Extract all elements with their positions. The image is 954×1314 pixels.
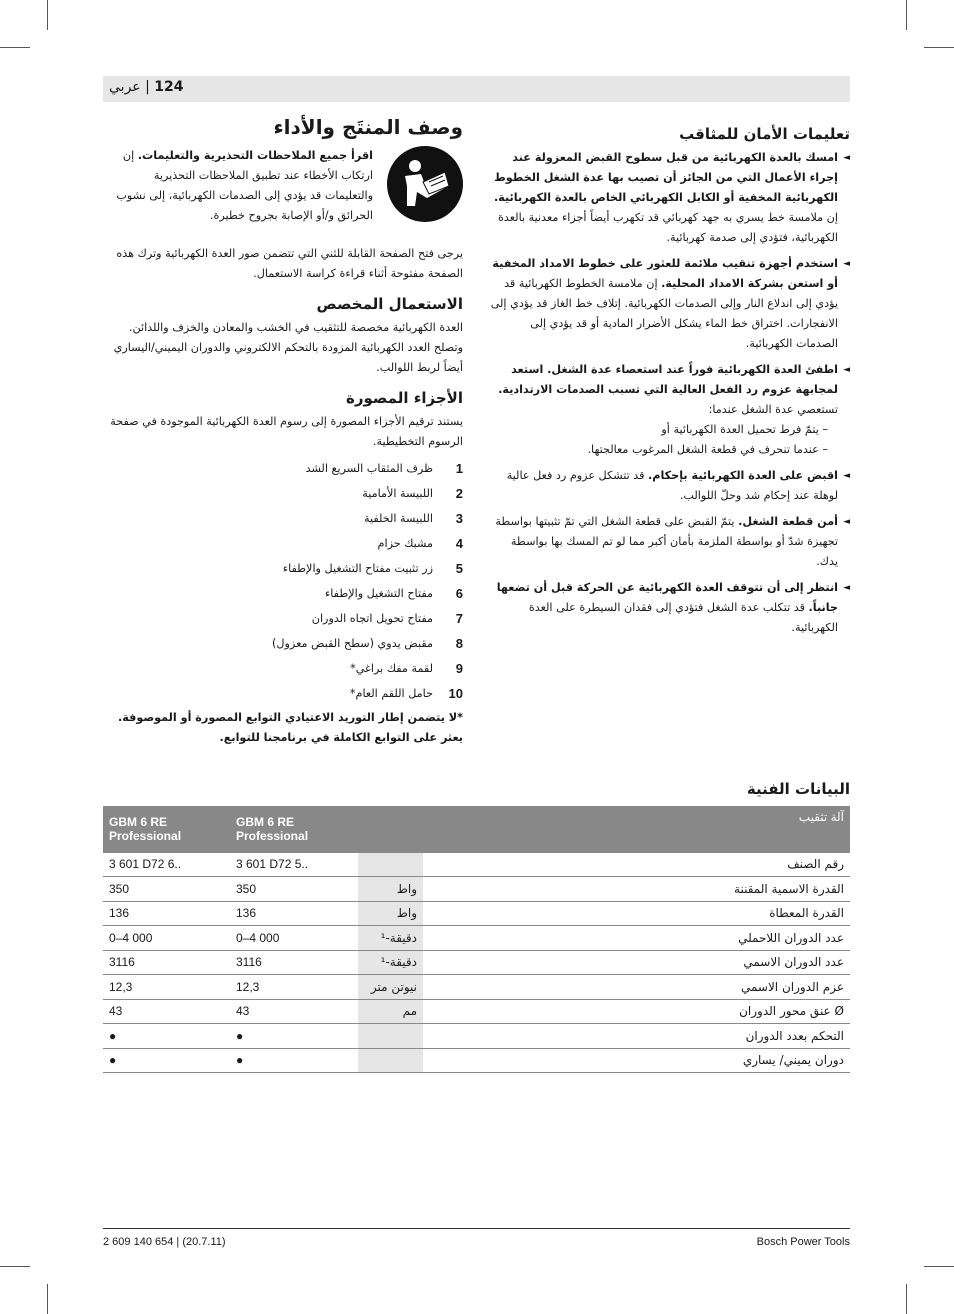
spec-label: عدد الدوران الاسمي [423,950,850,975]
header-language: عربي [109,79,141,95]
model-2-name: GBM 6 RE [236,814,295,829]
spec-label: رقم الصنف [423,852,850,877]
model-2-header [230,806,358,852]
crop-mark [0,1266,30,1267]
table-row [103,877,850,902]
table-row [103,901,850,926]
safety-subitem-text: عندما تنحرف في قطعة الشغل المرغوب معالجتها. [587,443,819,456]
unit-cell [358,1024,423,1049]
safety-item [490,360,850,460]
part-name: اللبيسة الخلفية [364,511,433,525]
safety-item-text: قد تتشكل عزوم رد فعل عالية لوهلة عند إحكام شد وحلّ اللوالب. [506,469,838,502]
crop-mark [924,1266,954,1267]
part-number: 9 [455,660,463,676]
page-header-bar [103,76,850,102]
parts-list [103,456,463,706]
spec-label: القدرة الاسمية المقننة [423,877,850,902]
part-name: مقبض يدوي (سطح القبض معزول) [272,636,433,650]
list-item [103,606,463,631]
part-number: 1 [455,460,463,476]
safety-item-bold: امسك بالعدة الكهربائية من قبل سطوح القبض المعزولة عند إجراء الأعمال التي من الجائز أن تصيب بها عدة الشغل الخطوط الكهربائية المخفية أو الكابل الكهربائي الخاص بالعدة الكهربائية. [493,151,838,204]
list-item [103,556,463,581]
value-model-1: ● [103,1048,230,1073]
spec-label: عدد الدوران اللاحملي [423,926,850,951]
warning-block [103,146,463,238]
safety-item-bold: استخدم أجهزة تنقيب ملائمة للعثور على خطوط الامداد المخفية أو استعن بشركة الامداد المحلية. [492,257,838,290]
value-model-1: 136 [103,901,230,926]
crop-mark [0,47,30,48]
value-model-2: 136 [230,901,358,926]
part-name: زر تثبيت مفتاح التشغيل والإطفاء [282,561,433,575]
warning-body: إن ارتكاب الأخطاء عند تطبيق الملاحظات التحذيرية والتعليمات قد يؤدي إلى الصدمات الكهربائية، إلى نشوب الحرائق و/أو الإصابة بجروح خطيرة. [116,149,373,222]
safety-item [490,578,850,638]
unit-cell: دقيقة-¹ [358,926,423,951]
value-model-1: 3 601 D72 6.. [103,852,230,877]
model-1-header [103,806,230,852]
safety-title: تعليمات الأمان للمثاقب [679,125,850,143]
list-item [103,531,463,556]
table-row [103,999,850,1024]
warning-bold: اقرأ جميع الملاحظات التحذيرية والتعليمات. [137,149,373,162]
footer-brand: Bosch Power Tools [756,1236,850,1248]
table-header-row [103,806,850,852]
warning-text [103,146,373,226]
part-number: 10 [448,685,463,701]
unit-cell [358,1048,423,1073]
parts-intro: يستند ترقيم الأجزاء المصورة إلى رسوم العدة الكهربائية الموجودة في صفحة الرسوم التخطيطية. [110,415,463,448]
table-row [103,950,850,975]
safety-item [490,512,850,572]
part-number: 7 [455,610,463,626]
safety-list [490,148,850,638]
footer-doc-number: 2 609 140 654 | (20.7.11) [103,1236,226,1248]
crop-mark [47,0,48,30]
part-number: 2 [455,485,463,501]
part-name: مفتاح التشغيل والإطفاء [324,586,433,600]
value-model-2: ● [230,1024,358,1049]
part-number: 4 [455,535,463,551]
part-name: لقمة مفك براغي* [350,661,433,675]
crop-mark [906,1284,907,1314]
value-model-1: 12,3 [103,975,230,1000]
value-model-2: 43 [230,999,358,1024]
spec-label: Ø عنق محور الدوران [423,999,850,1024]
tech-data-table [103,806,850,1073]
value-model-1: 0–4 000 [103,926,230,951]
spec-label: عزم الدوران الاسمي [423,975,850,1000]
usage-text: العدة الكهربائية مخصصة للتثقيب في الخشب والمعادن والخزف واللدائن. وتصلح العدد الكهربائية المزودة بالتحكم الالكتروني والدوران اليميني/اليساري أيضاً لربط اللوالب. [113,321,463,374]
part-name: ظرف المثقاب السريع الشد [305,461,433,475]
table-row [103,1048,850,1073]
safety-item [490,254,850,354]
safety-item [490,148,850,248]
part-number: 6 [455,585,463,601]
header-separator: | [140,79,155,95]
value-model-1: 43 [103,999,230,1024]
page-number: 124 [154,79,184,95]
table-row [103,975,850,1000]
value-model-1: ● [103,1024,230,1049]
value-model-2: ● [230,1048,358,1073]
safety-subitem [490,420,838,440]
footnote: *لا يتضمن إطار التوريد الاعتيادي التوابع المصورة أو الموصوفة. يعثر على التوابع الكاملة في برنامجنا للتوابع. [117,711,463,744]
description-section [103,112,463,748]
safety-item-bold: انتظر إلى أن تتوقف العدة الكهربائية عن الحركة قبل أن تضعها جانباً. [496,581,838,614]
value-model-2: 12,3 [230,975,358,1000]
value-model-2: 3 601 D72 5.. [230,852,358,877]
safety-item-bold: اطفئ العدة الكهربائية فوراً عند استعصاء عدة الشغل. استعد لمجابهة عزوم رد الفعل العالية التي تسبب الصدمات الارتدادية. [498,363,838,396]
unit-cell: مم [358,999,423,1024]
value-model-1: 350 [103,877,230,902]
safety-subitem [490,440,838,460]
list-item [103,456,463,481]
model-1-sub: Professional [109,828,182,843]
footer-rule [103,1228,850,1229]
safety-item-text: يتمّ القبض على قطعة الشغل التي تمّ تثبيتها بواسطة تجهيزة شدّ أو بواسطة الملزمة بأمان أكبر مما لو تم المسك بها بواسطة يدك. [495,515,838,568]
description-title: وصف المنتَج والأداء [273,115,463,139]
unit-cell [358,852,423,877]
value-model-1: 3116 [103,950,230,975]
list-item [103,581,463,606]
safety-item-text: تستعصي عدة الشغل عندما: [708,403,838,416]
part-number: 8 [455,635,463,651]
tool-type-header: آلة تثقيب [423,806,850,852]
unit-cell: نيوتن متر [358,975,423,1000]
read-manual-icon [387,146,463,222]
value-model-2: 0–4 000 [230,926,358,951]
part-name: حامل اللقم العام* [349,686,433,700]
list-item [103,656,463,681]
model-2-sub: Professional [236,828,309,843]
safety-item-text: قد تتكلب عدة الشغل فتؤدي إلى فقدان السيطرة على العدة الكهربائية. [528,601,838,634]
unit-cell: واط [358,901,423,926]
usage-title: الاستعمال المخصص [316,295,463,313]
safety-item-bold: اقبض على العدة الكهربائية بإحكام. [648,469,838,482]
dash-mark: – [818,423,828,436]
unit-cell: دقيقة-¹ [358,950,423,975]
value-model-2: 3116 [230,950,358,975]
safety-item-text: إن ملامسة خط يسري به جهد كهربائي قد تكهرب أيضاً أجزاء معدنية بالعدة الكهربائية، فتؤدي إلى صدمة كهربائية. [498,211,838,244]
safety-item-text: إن ملامسة الخطوط الكهربائية قد يؤدي إلى اندلاع النار وإلى الصدمات الكهربائية. إتلاف خط الغاز قد يؤدي إلى الانفجارات. اختراق خط الماء يشكل الأضرار المادية أو قد يؤدي إلى الصدمات الكهربائية. [490,277,838,350]
fold-note: يرجى فتح الصفحة القابلة للثني التي تتضمن صور العدة الكهربائية وترك هذه الصفحة مفتوحة أثناء قراءة كراسة الاستعمال. [116,247,463,280]
part-name: مشبك حزام [377,536,433,550]
safety-item [490,466,850,506]
part-name: مفتاح تحويل اتجاه الدوران [311,611,433,625]
parts-title: الأجزاء المصورة [346,389,463,407]
spec-label: دوران يميني/ يساري [423,1048,850,1073]
safety-subitem-text: يتمّ فرط تحميل العدة الكهربائية أو [661,423,819,436]
page-header [109,79,184,95]
crop-mark [47,1284,48,1314]
model-1-name: GBM 6 RE [109,814,168,829]
list-item [103,506,463,531]
list-item [103,631,463,656]
safety-item-bold: أمن قطعة الشغل. [738,515,838,528]
list-item [103,481,463,506]
value-model-2: 350 [230,877,358,902]
spec-label: القدرة المعطاة [423,901,850,926]
dash-mark: – [818,443,828,456]
safety-section [490,122,850,644]
crop-mark [906,0,907,30]
table-row [103,1024,850,1049]
part-number: 3 [455,510,463,526]
crop-mark [924,47,954,48]
list-item [103,681,463,706]
unit-cell: واط [358,877,423,902]
tech-data-title: البيانات الفنية [746,780,850,798]
spec-label: التحكم بعدد الدوران [423,1024,850,1049]
unit-header [358,806,423,852]
table-row [103,852,850,877]
part-name: اللبيسة الأمامية [362,486,433,500]
part-number: 5 [455,560,463,576]
table-row [103,926,850,951]
